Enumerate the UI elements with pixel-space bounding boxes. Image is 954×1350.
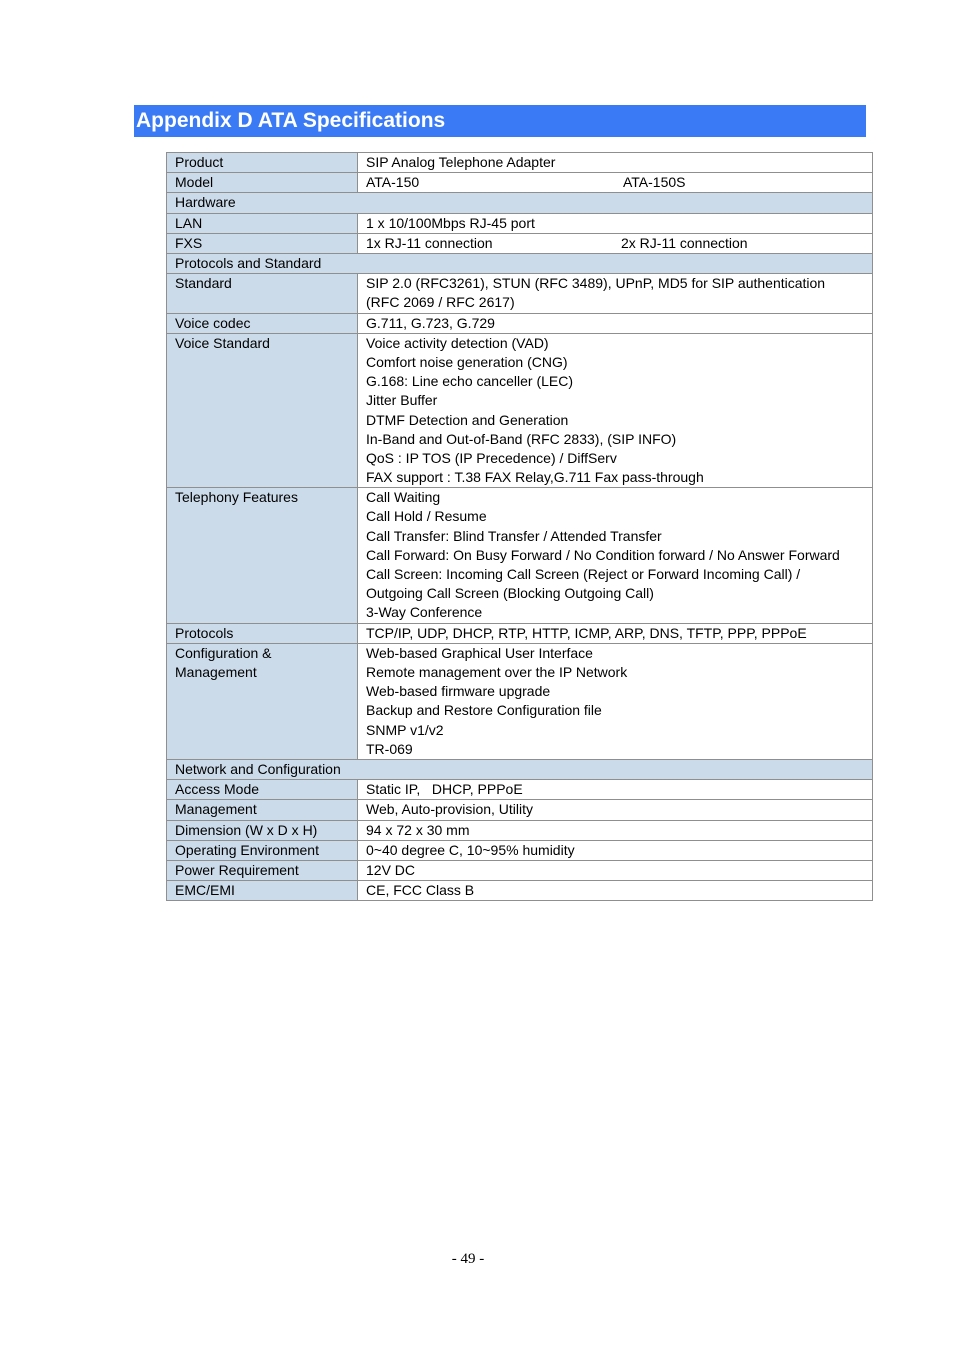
specifications-table bbox=[166, 152, 873, 901]
table-row bbox=[167, 488, 873, 623]
fxs-value-2: 2x RJ-11 connection bbox=[621, 234, 748, 251]
row-label-power-requirement: Power Requirement bbox=[167, 860, 358, 880]
row-value-operating-environment: 0~40 degree C, 10~95% humidity bbox=[358, 840, 873, 860]
row-label-voice-codec: Voice codec bbox=[167, 313, 358, 333]
section-header-hardware: Hardware bbox=[167, 193, 873, 213]
telephony-feature-line: Outgoing Call Screen (Blocking Outgoing Call) bbox=[366, 585, 654, 602]
table-row bbox=[167, 840, 873, 860]
row-value-dimension: 94 x 72 x 30 mm bbox=[358, 820, 873, 840]
voice-standard-line: QoS : IP TOS (IP Precedence) / DiffServ bbox=[366, 449, 617, 466]
model-value-1: ATA-150 bbox=[366, 174, 420, 191]
configuration-line: Backup and Restore Configuration file bbox=[366, 702, 602, 719]
row-label-model: Model bbox=[167, 173, 358, 193]
row-value-fxs bbox=[358, 233, 873, 253]
telephony-feature-line: Call Waiting bbox=[366, 489, 441, 506]
row-value-configuration bbox=[358, 643, 873, 759]
table-row bbox=[167, 173, 873, 193]
row-value-management: Web, Auto-provision, Utility bbox=[358, 800, 873, 820]
telephony-feature-line: Call Transfer: Blind Transfer / Attended Transfer bbox=[366, 527, 662, 544]
page-title: Appendix D ATA Specifications bbox=[136, 109, 446, 132]
telephony-feature-line: Call Screen: Incoming Call Screen (Reject or Forward Incoming Call) / bbox=[366, 566, 801, 583]
section-row bbox=[167, 193, 873, 213]
table-row bbox=[167, 313, 873, 333]
row-value-protocols: TCP/IP, UDP, DHCP, RTP, HTTP, ICMP, ARP, DNS, TFTP, PPP, PPPoE bbox=[358, 623, 873, 643]
row-value-voice-codec: G.711, G.723, G.729 bbox=[358, 313, 873, 333]
configuration-line: Web-based Graphical User Interface bbox=[366, 644, 593, 661]
model-value-2: ATA-150S bbox=[623, 174, 686, 191]
table-row bbox=[167, 820, 873, 840]
configuration-line: Web-based firmware upgrade bbox=[366, 683, 551, 700]
row-label-emc-emi: EMC/EMI bbox=[167, 881, 358, 901]
voice-standard-line: FAX support : T.38 FAX Relay,G.711 Fax pass-through bbox=[366, 469, 704, 486]
page-number: - 49 - bbox=[451, 1251, 485, 1267]
row-label-access-mode: Access Mode bbox=[167, 780, 358, 800]
table-row bbox=[167, 643, 873, 759]
table-row bbox=[167, 153, 873, 173]
configuration-label-line: Configuration & bbox=[175, 644, 272, 661]
table-row bbox=[167, 623, 873, 643]
voice-standard-line: Voice activity detection (VAD) bbox=[366, 334, 549, 351]
row-value-telephony-features bbox=[358, 488, 873, 623]
row-label-configuration bbox=[167, 643, 358, 759]
row-value-power-requirement: 12V DC bbox=[358, 860, 873, 880]
standard-line: (RFC 2069 / RFC 2617) bbox=[366, 294, 515, 311]
row-label-voice-standard: Voice Standard bbox=[167, 333, 358, 488]
fxs-value-1: 1x RJ-11 connection bbox=[366, 234, 493, 251]
row-value-lan: 1 x 10/100Mbps RJ-45 port bbox=[358, 213, 873, 233]
row-value-model bbox=[358, 173, 873, 193]
table-row bbox=[167, 800, 873, 820]
configuration-line: TR-069 bbox=[366, 740, 413, 757]
configuration-line: Remote management over the IP Network bbox=[366, 664, 628, 680]
row-label-fxs: FXS bbox=[167, 233, 358, 253]
voice-standard-line: In-Band and Out-of-Band (RFC 2833), (SIP INFO) bbox=[366, 430, 677, 447]
section-title-bar bbox=[134, 105, 866, 137]
telephony-feature-line: Call Hold / Resume bbox=[366, 508, 487, 525]
configuration-line: SNMP v1/v2 bbox=[366, 721, 444, 738]
row-value-product: SIP Analog Telephone Adapter bbox=[358, 153, 873, 173]
row-value-emc-emi: CE, FCC Class B bbox=[358, 881, 873, 901]
telephony-feature-line: Call Forward: On Busy Forward / No Condition forward / No Answer Forward bbox=[366, 546, 840, 563]
voice-standard-line: Jitter Buffer bbox=[366, 392, 438, 409]
row-value-standard bbox=[358, 274, 873, 313]
row-value-access-mode: Static IP, DHCP, PPPoE bbox=[358, 780, 873, 800]
telephony-feature-line: 3-Way Conference bbox=[366, 604, 483, 621]
section-header-protocols-and-standard: Protocols and Standard bbox=[167, 254, 873, 274]
row-label-telephony-features: Telephony Features bbox=[167, 488, 358, 623]
table-row bbox=[167, 860, 873, 880]
row-label-lan: LAN bbox=[167, 213, 358, 233]
row-value-voice-standard bbox=[358, 333, 873, 488]
row-label-protocols: Protocols bbox=[167, 623, 358, 643]
table-row bbox=[167, 213, 873, 233]
table-row bbox=[167, 233, 873, 253]
table-row bbox=[167, 274, 873, 313]
table-row bbox=[167, 333, 873, 488]
row-label-operating-environment: Operating Environment bbox=[167, 840, 358, 860]
section-row bbox=[167, 759, 873, 779]
table-row bbox=[167, 780, 873, 800]
table-row bbox=[167, 881, 873, 901]
row-label-standard: Standard bbox=[167, 274, 358, 313]
voice-standard-line: Comfort noise generation (CNG) bbox=[366, 353, 568, 370]
standard-line: SIP 2.0 (RFC3261), STUN (RFC 3489), UPnP, MD5 for SIP authentication bbox=[366, 275, 826, 292]
section-row bbox=[167, 254, 873, 274]
configuration-label-line: Management bbox=[175, 664, 257, 680]
voice-standard-line: G.168: Line echo canceller (LEC) bbox=[366, 373, 573, 390]
section-header-network-and-configuration: Network and Configuration bbox=[167, 759, 873, 779]
row-label-management: Management bbox=[167, 800, 358, 820]
voice-standard-line: DTMF Detection and Generation bbox=[366, 411, 569, 428]
row-label-dimension: Dimension (W x D x H) bbox=[167, 820, 358, 840]
row-label-product: Product bbox=[167, 153, 358, 173]
